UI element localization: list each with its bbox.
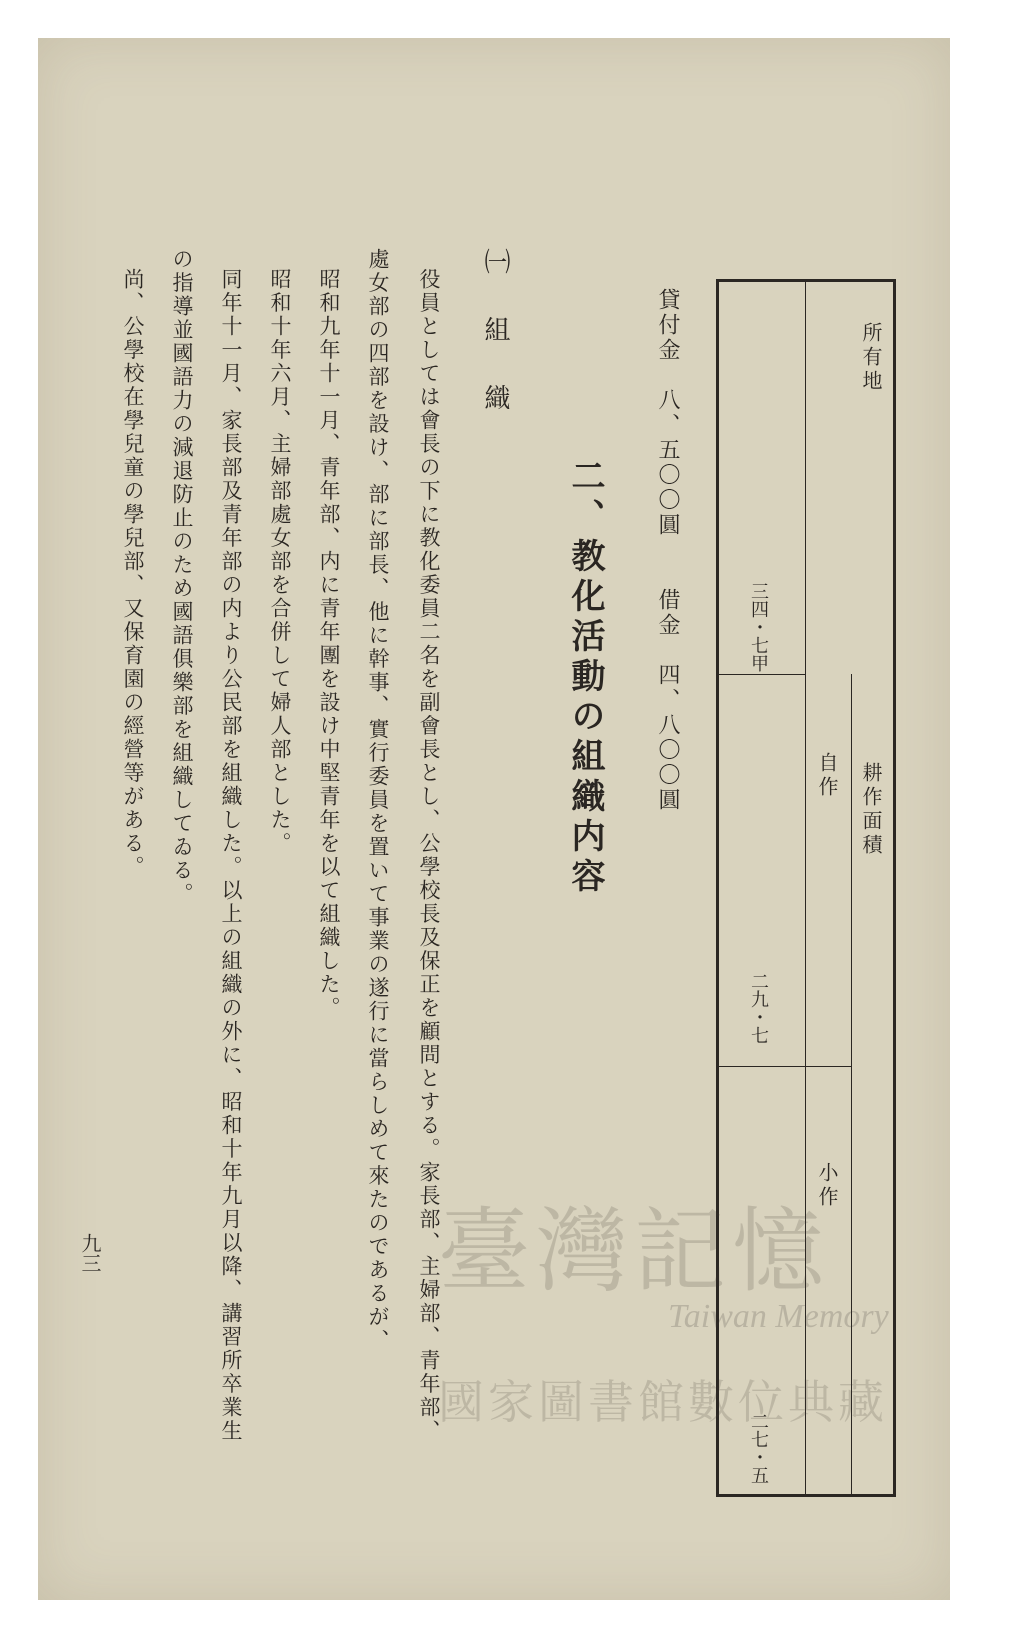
paragraph-line: の指導並國語力の減退防止のため國語俱樂部を組織してゐる。 xyxy=(170,248,194,906)
loan-summary: 貸付金 八、五〇〇圓 借金 四、八〇〇圓 xyxy=(655,288,680,813)
value-owned-land: 三四・七甲 xyxy=(748,582,769,672)
page-number: 九三 xyxy=(78,1233,102,1273)
section-heading: 二、教化活動の組織内容 xyxy=(565,458,605,898)
table-divider xyxy=(805,282,806,1494)
table-divider xyxy=(719,674,805,675)
paragraph-line: 昭和九年十一月、青年部、内に青年團を設け中堅青年を以て組織した。 xyxy=(317,268,341,1020)
watermark-subtitle: 國家圖書館數位典藏 xyxy=(438,1375,888,1429)
header-tenant-farmed: 小作 xyxy=(815,1162,839,1210)
subsection-heading: ㈠ 組 織 xyxy=(480,248,510,418)
header-cultivated-area: 耕作面積 xyxy=(859,762,883,858)
table-divider xyxy=(851,674,852,1494)
header-owned-land: 所有地 xyxy=(859,322,883,394)
paragraph-line: 昭和十年六月、主婦部處女部を合併して婦人部とした。 xyxy=(268,268,292,856)
header-self-cultivated: 自作 xyxy=(815,752,839,800)
paragraph-line: 處女部の四部を設け、部に部長、他に幹事、實行委員を置いて事業の遂行に當らしめて來たのであるが、 xyxy=(366,248,390,1353)
paragraph-line: 同年十一月、家長部及青年部の内より公民部を組織した。以上の組織の外に、昭和十年九月以降、講習所卒業生 xyxy=(219,268,243,1443)
paragraph-line: 役員としては會長の下に教化委員二名を副會長とし、公學校長及保正を顧問とする。家長部、主婦部、青年部、 xyxy=(417,268,441,1443)
paragraph-line: 尚、公學校在學兒童の學兒部、又保育園の經營等がある。 xyxy=(121,268,145,879)
value-self-cultivated: 二九・七 xyxy=(748,972,769,1044)
value-tenant-farmed: 二七・五 xyxy=(748,1412,769,1484)
table-divider xyxy=(719,1066,851,1067)
area-table xyxy=(716,279,896,1497)
book-page xyxy=(38,38,950,1600)
watermark-english: Taiwan Memory xyxy=(668,1298,889,1335)
watermark-chinese: 臺灣記憶 xyxy=(438,1198,831,1305)
